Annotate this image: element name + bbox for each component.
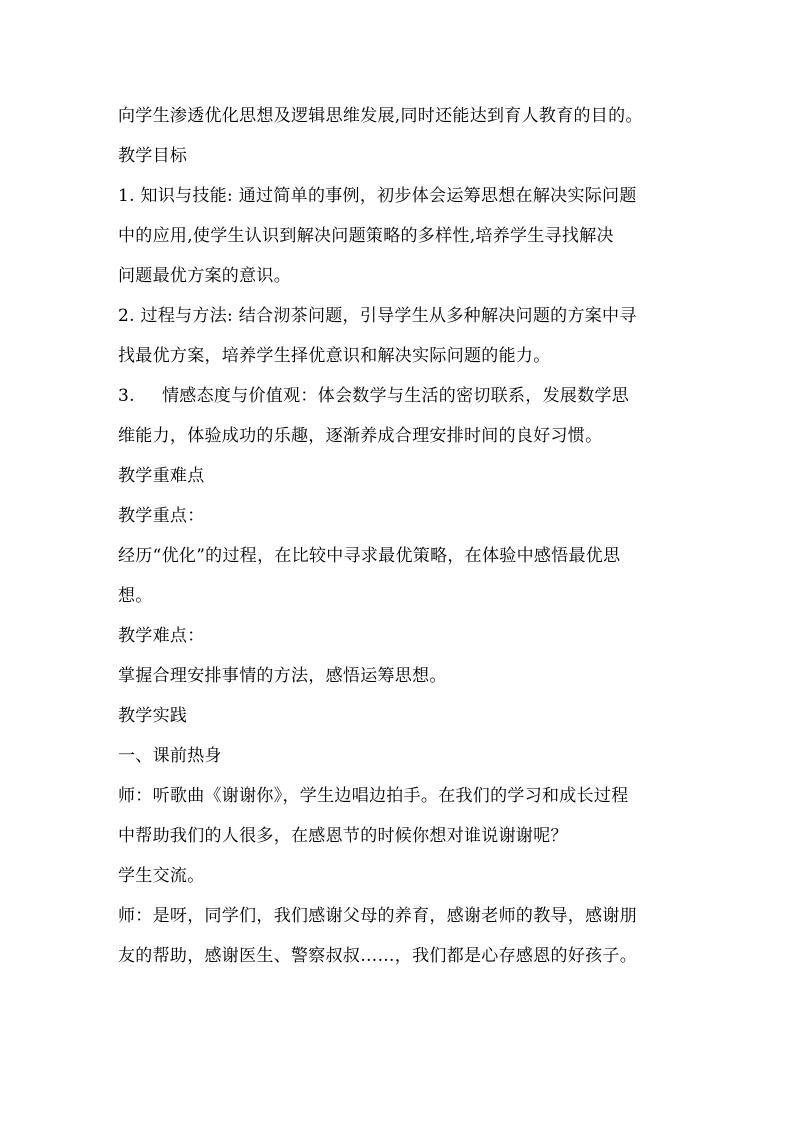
goal-1-line-3: 问题最优方案的意识。 xyxy=(118,266,291,286)
section-warmup-title: 一、课前热身 xyxy=(118,746,222,766)
goal-2-line-2: 找最优方案，培养学生择优意识和解决实际问题的能力。 xyxy=(118,346,551,366)
teacher-line-2: 中帮助我们的人很多，在感恩节的时候你想对谁说谢谢呢？ xyxy=(118,826,568,846)
teacher-line-4: 友的帮助，感谢医生、警察叔叔……，我们都是心存感恩的好孩子。 xyxy=(118,946,637,966)
heading-teaching-practice: 教学实践 xyxy=(118,706,188,726)
student-exchange-line: 学生交流。 xyxy=(118,866,205,886)
key-point-line-2: 想。 xyxy=(118,586,153,606)
paragraph-intro-line: 向学生渗透优化思想及逻辑思维发展,同时还能达到育人教育的目的。 xyxy=(118,106,643,126)
heading-key-difficult-points: 教学重难点 xyxy=(118,466,205,486)
goal-3-number: 3. xyxy=(118,386,135,406)
goal-3-text: 情感态度与价值观：体会数学与生活的密切联系，发展数学思 xyxy=(162,386,630,406)
heading-teaching-goals: 教学目标 xyxy=(118,146,188,166)
goal-1-line-1: 1. 知识与技能: 通过简单的事例，初步体会运筹思想在解决实际问题 xyxy=(118,186,637,206)
goal-2-line-1: 2. 过程与方法: 结合沏茶问题，引导学生从多种解决问题的方案中寻 xyxy=(118,306,637,326)
heading-key-point: 教学重点： xyxy=(118,506,205,526)
goal-3-line-2: 维能力，体验成功的乐趣，逐渐养成合理安排时间的良好习惯。 xyxy=(118,426,603,446)
difficult-point-line: 掌握合理安排事情的方法，感悟运筹思想。 xyxy=(118,666,447,686)
heading-difficult-point: 教学难点： xyxy=(118,626,205,646)
goal-3-line-1 xyxy=(118,376,688,416)
goal-1-line-2: 中的应用,使学生认识到解决问题策略的多样性,培养学生寻找解决 xyxy=(118,226,614,246)
teacher-line-3: 师：是呀，同学们，我们感谢父母的养育，感谢老师的教导，感谢朋 xyxy=(118,906,637,926)
teacher-line-1: 师：听歌曲《谢谢你》，学生边唱边拍手。在我们的学习和成长过程 xyxy=(118,786,629,806)
key-point-line-1: 经历“优化”的过程，在比较中寻求最优策略，在体验中感悟最优思 xyxy=(118,546,621,566)
document-body xyxy=(118,96,688,976)
